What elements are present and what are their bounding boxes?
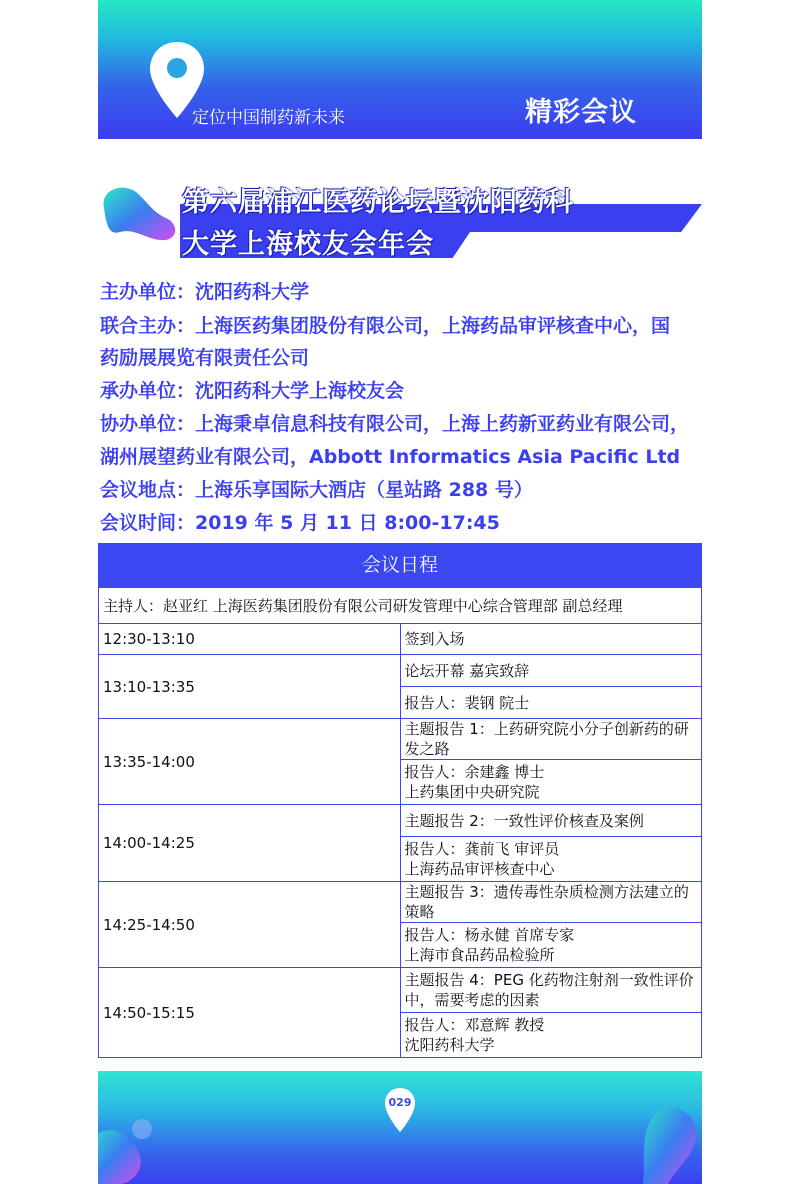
page-number-badge bbox=[384, 1087, 416, 1137]
page-title-line-1: 第六届浦江医药论坛暨沈阳药科 bbox=[182, 187, 574, 218]
header-slogan: 定位中国制药新未来 bbox=[192, 108, 345, 128]
slot-time: 14:25-14:50 bbox=[99, 882, 401, 968]
slot-time: 14:50-15:15 bbox=[99, 968, 401, 1058]
slot-item: 报告人：裴钢 院士 bbox=[400, 687, 702, 719]
info-line: 协办单位：上海秉卓信息科技有限公司，上海上药新亚药业有限公司， bbox=[100, 413, 690, 435]
location-pin-icon bbox=[384, 1087, 416, 1133]
slot-item: 报告人：杨永健 首席专家 上海市食品药品检验所 bbox=[400, 923, 702, 968]
info-line: 承办单位：沈阳药科大学上海校友会 bbox=[100, 380, 405, 402]
slot-time: 14:00-14:25 bbox=[99, 805, 401, 882]
section-title: 精彩会议 bbox=[525, 97, 637, 128]
slot-time: 13:35-14:00 bbox=[99, 719, 401, 805]
slot-item: 主题报告 1：上药研究院小分子创新药的研发之路 bbox=[400, 719, 702, 760]
decorative-blob bbox=[96, 178, 186, 248]
slot-time: 13:10-13:35 bbox=[99, 655, 401, 719]
header-text-layer bbox=[98, 0, 702, 139]
info-line: 会议地点：上海乐享国际大酒店（星站路 288 号） bbox=[100, 479, 533, 501]
host-row: 主持人：赵亚红 上海医药集团股份有限公司研发管理中心综合管理部 副总经理 bbox=[99, 588, 702, 624]
slot-item: 报告人：余建鑫 博士 上药集团中央研究院 bbox=[400, 760, 702, 805]
slot-item: 主题报告 4：PEG 化药物注射剂一致性评价中，需要考虑的因素 bbox=[400, 968, 702, 1013]
slot-item: 签到入场 bbox=[400, 624, 702, 655]
info-line: 湖州展望药业有限公司，Abbott Informatics Asia Pacific Ltd bbox=[100, 446, 681, 468]
slot-item: 报告人：龚前飞 审评员 上海药品审评核查中心 bbox=[400, 837, 702, 882]
schedule-heading: 会议日程 bbox=[98, 543, 702, 587]
page-title-line-2: 大学上海校友会年会 bbox=[182, 229, 434, 260]
info-line: 联合主办：上海医药集团股份有限公司，上海药品审评核查中心，国 bbox=[100, 315, 671, 337]
info-line: 药励展展览有限责任公司 bbox=[100, 347, 310, 369]
info-line: 主办单位：沈阳药科大学 bbox=[100, 281, 310, 303]
slot-item: 主题报告 2：一致性评价核查及案例 bbox=[400, 805, 702, 837]
schedule-table bbox=[98, 543, 702, 1058]
slot-item: 报告人：邓意辉 教授 沈阳药科大学 bbox=[400, 1013, 702, 1058]
page-number: 029 bbox=[388, 1096, 412, 1109]
info-line: 会议时间：2019 年 5 月 11 日 8:00-17:45 bbox=[100, 512, 500, 534]
slot-item: 论坛开幕 嘉宾致辞 bbox=[400, 655, 702, 687]
slot-time: 12:30-13:10 bbox=[99, 624, 401, 655]
slot-item: 主题报告 3：遗传毒性杂质检测方法建立的策略 bbox=[400, 882, 702, 923]
